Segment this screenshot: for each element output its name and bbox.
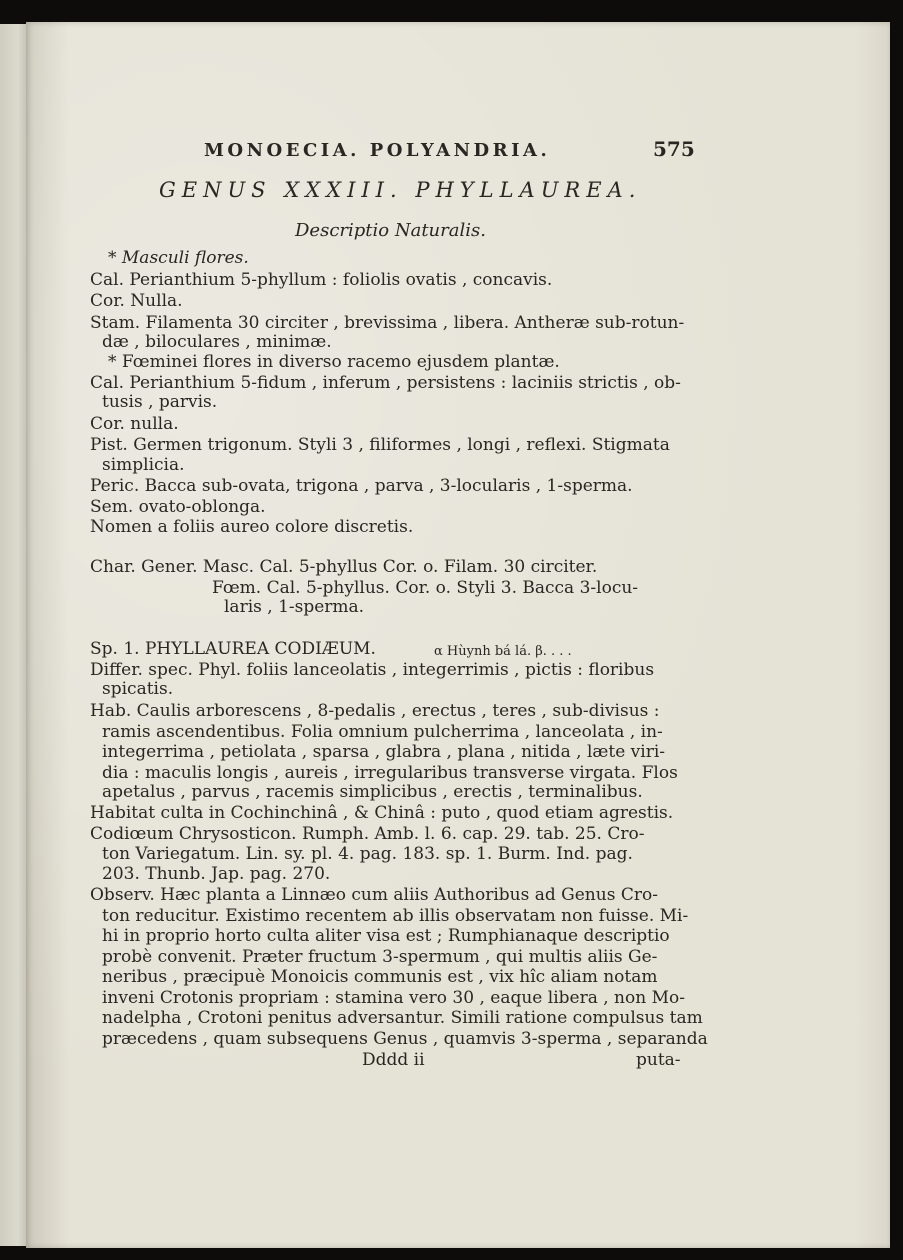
- text-line: Peric. Bacca sub-ovata, trigona , parva , 3-locularis , 1-sperma.: [90, 476, 633, 496]
- text-line: Codiœum Chrysosticon. Rumph. Amb. l. 6. cap. 29. tab. 25. Cro-: [90, 824, 645, 844]
- text-line: Cor. nulla.: [90, 414, 179, 434]
- text-line: præcedens , quam subsequens Genus , quamvis 3-sperma , separanda: [102, 1029, 708, 1049]
- text-line: Sem. ovato-oblonga.: [90, 497, 266, 517]
- text-line: 203. Thunb. Jap. pag. 270.: [102, 864, 331, 884]
- text-line: nadelpha , Crotoni penitus adversantur. Simili ratione compulsus tam: [102, 1008, 703, 1028]
- text-line: integerrima , petiolata , sparsa , glabra , plana , nitida , læte viri-: [102, 742, 666, 762]
- text-line: Observ. Hæc planta a Linnæo cum aliis Authoribus ad Genus Cro-: [90, 885, 658, 905]
- page-number: 575: [653, 137, 695, 161]
- signature-mark: Dddd ii: [362, 1050, 425, 1070]
- text-line: hi in proprio horto culta aliter visa est ; Rumphianaque descriptio: [102, 926, 670, 946]
- text-line: tusis , parvis.: [102, 392, 218, 412]
- text-line: laris , 1-sperma.: [224, 597, 365, 617]
- text-line: dia : maculis longis , aureis , irregularibus transverse virgata. Flos: [102, 763, 678, 783]
- text-line: Char. Gener. Masc. Cal. 5-phyllus Cor. o. Filam. 30 circiter.: [90, 557, 598, 577]
- book-page: [26, 22, 890, 1248]
- text-line: Cal. Perianthium 5-phyllum : foliolis ovatis , concavis.: [90, 270, 553, 290]
- text-line: Fœm. Cal. 5-phyllus. Cor. o. Styli 3. Bacca 3-locu-: [212, 578, 639, 598]
- text-line: neribus , præcipuè Monoicis communis est , vix hîc aliam notam: [102, 967, 658, 987]
- text-line: Habitat culta in Cochinchinâ , & Chinâ : puto , quod etiam agrestis.: [90, 803, 674, 823]
- text-line: Pist. Germen trigonum. Styli 3 , filiformes , longi , reflexi. Stigmata: [90, 435, 670, 455]
- text-line: spicatis.: [102, 679, 174, 699]
- text-line: inveni Crotonis propriam : stamina vero 30 , eaque libera , non Mo-: [102, 988, 685, 1008]
- text-line: * Fœminei flores in diverso racemo ejusdem plantæ.: [108, 352, 560, 372]
- running-head: MONOECIA. POLYANDRIA.: [204, 140, 551, 161]
- text-line: Differ. spec. Phyl. foliis lanceolatis , integerrimis , pictis : floribus: [90, 660, 655, 680]
- text-line: Hab. Caulis arborescens , 8-pedalis , erectus , teres , sub-divisus :: [90, 701, 660, 721]
- text-line: dæ , biloculares , minimæ.: [102, 332, 332, 352]
- section-subtitle: Descriptio Naturalis.: [295, 220, 486, 241]
- text-line: ton reducitur. Existimo recentem ab illis observatam non fuisse. Mi-: [102, 906, 689, 926]
- text-line: simplicia.: [102, 455, 185, 475]
- text-line: apetalus , parvus , racemis simplicibus , erectis , terminalibus.: [102, 782, 643, 802]
- text-line: Cal. Perianthium 5-fidum , inferum , persistens : laciniis strictis , ob-: [90, 373, 681, 393]
- catchword: puta-: [636, 1050, 681, 1070]
- text-line: ramis ascendentibus. Folia omnium pulcherrima , lanceolata , in-: [102, 722, 663, 742]
- text-line: * Masculi flores.: [108, 248, 249, 268]
- text-line: probè convenit. Præter fructum 3-spermum , qui multis aliis Ge-: [102, 947, 658, 967]
- species-heading: Sp. 1. PHYLLAUREA CODIÆUM.: [90, 639, 376, 659]
- text-line: Cor. Nulla.: [90, 291, 183, 311]
- vernacular-name: α Hùynh bá lá. β. . . .: [434, 644, 572, 659]
- genus-title: GENUS XXXIII. PHYLLAUREA.: [159, 178, 642, 202]
- text-line: ton Variegatum. Lin. sy. pl. 4. pag. 183. sp. 1. Burm. Ind. pag.: [102, 844, 633, 864]
- text-line: Nomen a foliis aureo colore discretis.: [90, 517, 414, 537]
- text-line: Stam. Filamenta 30 circiter , brevissima , libera. Antheræ sub-rotun-: [90, 313, 685, 333]
